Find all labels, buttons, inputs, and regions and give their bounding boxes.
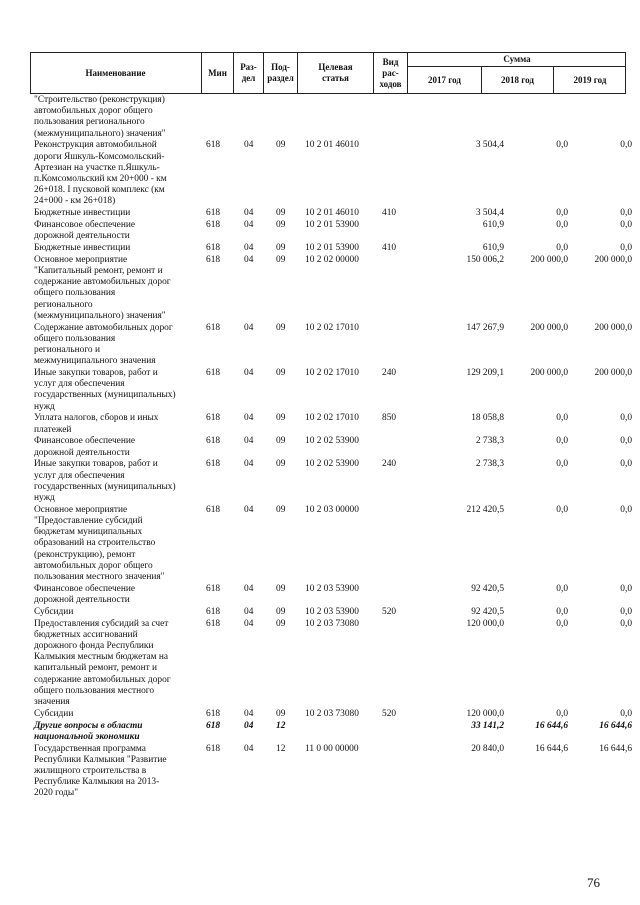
row-name: Предоставления субсидий за счет бюджетных ассигнований дорожного фонда Республики Калмыкия местным бюджетам на капитальный ремонт, ремонт и содержание автомобильных дорог общего пользования местного значения — [34, 618, 171, 708]
row-razdel: 04 — [244, 743, 254, 754]
row-sum-2019: 200 000,0 — [594, 322, 632, 333]
row-name: Бюджетные инвестиции — [34, 208, 131, 219]
row-min: 618 — [206, 618, 221, 629]
row-celevaya: 10 2 02 17010 — [305, 413, 359, 424]
row-sum-2018: 0,0 — [556, 243, 568, 253]
row-razdel: 04 — [244, 243, 254, 253]
row-vid: 520 — [382, 606, 397, 617]
header-2017: 2017 год — [408, 66, 482, 94]
row-celevaya: 10 2 01 53900 — [305, 243, 359, 253]
row-min: 618 — [206, 504, 221, 515]
row-sum-2019: 0,0 — [620, 459, 632, 470]
row-sum-2018: 16 644,6 — [535, 743, 568, 754]
row-podrazdel: 09 — [276, 322, 286, 333]
row-sum-2018: 0,0 — [556, 140, 568, 151]
header-name: Наименование — [30, 52, 202, 94]
row-sum-2019: 0,0 — [620, 504, 632, 515]
row-sum-2017: 150 006,2 — [466, 254, 504, 265]
row-sum-2017: 3 504,4 — [475, 140, 504, 151]
row-name: Уплата налогов, сборов и иных платежей — [34, 413, 159, 435]
row-min: 618 — [206, 243, 221, 253]
row-sum-2017: 120 000,0 — [466, 708, 504, 719]
row-podrazdel: 09 — [276, 618, 286, 629]
row-sum-2018: 0,0 — [556, 208, 568, 219]
row-sum-2018: 200 000,0 — [530, 368, 568, 378]
header-min: Мин — [202, 52, 234, 94]
row-celevaya: 10 2 02 53900 — [305, 436, 359, 447]
row-min: 618 — [206, 322, 221, 333]
row-vid: 240 — [382, 459, 397, 470]
row-min: 618 — [206, 413, 221, 424]
row-podrazdel: 09 — [276, 220, 286, 230]
page-number: 76 — [587, 875, 600, 890]
row-podrazdel: 09 — [276, 583, 286, 594]
row-name: Основное мероприятие "Предоставление субсидий бюджетам муниципальных образований на строительство (реконструкцию), ремонт автомобильных дорог общего пользования местного значения" — [34, 504, 165, 583]
row-podrazdel: 09 — [276, 606, 286, 617]
row-razdel: 04 — [244, 583, 254, 594]
row-sum-2017: 92 420,5 — [471, 583, 504, 594]
row-min: 618 — [206, 368, 221, 378]
row-podrazdel: 09 — [276, 413, 286, 424]
row-razdel: 04 — [244, 720, 254, 731]
row-sum-2018: 16 644,6 — [535, 720, 568, 731]
row-podrazdel: 09 — [276, 368, 286, 378]
row-min: 618 — [206, 708, 221, 719]
row-min: 618 — [206, 606, 221, 617]
row-name: Иные закупки товаров, работ и услуг для обеспечения государственных (муниципальных) нужд — [34, 368, 176, 412]
row-sum-2019: 0,0 — [620, 583, 632, 594]
row-name: Другие вопросы в области национальной экономики — [34, 720, 143, 742]
row-celevaya: 10 2 03 73080 — [305, 618, 359, 629]
row-sum-2017: 120 000,0 — [466, 618, 504, 629]
row-celevaya: 10 2 02 00000 — [305, 254, 359, 265]
row-min: 618 — [206, 140, 221, 151]
row-sum-2018: 0,0 — [556, 220, 568, 230]
row-min: 618 — [206, 208, 221, 219]
row-vid: 240 — [382, 368, 397, 378]
row-vid: 850 — [382, 413, 397, 424]
row-podrazdel: 09 — [276, 459, 286, 470]
row-celevaya: 10 2 01 46010 — [305, 140, 359, 151]
row-razdel: 04 — [244, 504, 254, 515]
row-sum-2018: 0,0 — [556, 618, 568, 629]
row-sum-2017: 18 058,8 — [471, 413, 504, 424]
row-sum-2017: 147 267,9 — [466, 322, 504, 333]
row-celevaya: 10 2 03 00000 — [305, 504, 359, 515]
row-name: Субсидии — [34, 708, 74, 719]
row-celevaya: 10 2 01 53900 — [305, 220, 359, 230]
row-min: 618 — [206, 459, 221, 470]
row-sum-2018: 200 000,0 — [530, 254, 568, 265]
row-sum-2017: 212 420,5 — [466, 504, 504, 515]
row-sum-2017: 20 840,0 — [471, 743, 504, 754]
row-sum-2019: 200 000,0 — [594, 368, 632, 378]
row-min: 618 — [206, 436, 221, 447]
row-celevaya: 10 2 02 17010 — [305, 368, 359, 378]
header-2019: 2019 год — [573, 75, 607, 85]
header-podrazdel: Под- раздел — [264, 52, 298, 94]
row-min: 618 — [206, 743, 221, 754]
row-vid: 520 — [382, 708, 397, 719]
row-sum-2017: 2 738,3 — [475, 436, 504, 447]
row-razdel: 04 — [244, 413, 254, 424]
header-vid: Вид рас- ходов — [374, 52, 408, 94]
row-min: 618 — [206, 220, 221, 230]
row-sum-2018: 0,0 — [556, 459, 568, 470]
row-sum-2017: 610,9 — [482, 243, 504, 253]
header-razdel: Раз- дел — [234, 52, 264, 94]
row-sum-2019: 0,0 — [620, 208, 632, 219]
row-name: Финансовое обеспечение дорожной деятельности — [34, 583, 136, 605]
row-sum-2017: 33 141,2 — [471, 720, 504, 731]
header-2018: 2018 год — [482, 66, 554, 94]
row-celevaya: 10 2 03 53900 — [305, 606, 359, 617]
row-min: 618 — [206, 720, 221, 731]
row-sum-2018: 200 000,0 — [530, 322, 568, 333]
row-name: Основное мероприятие "Капитальный ремонт, ремонт и содержание автомобильных дорог общего пользования регионального (межмуниципального) значения" — [34, 254, 171, 321]
row-razdel: 04 — [244, 618, 254, 629]
row-razdel: 04 — [244, 220, 254, 230]
header-summa: Сумма — [503, 54, 531, 64]
row-sum-2017: 610,9 — [482, 220, 504, 230]
row-sum-2019: 0,0 — [620, 606, 632, 617]
row-podrazdel: 09 — [276, 436, 286, 447]
row-sum-2018: 0,0 — [556, 606, 568, 617]
row-celevaya: 10 2 02 17010 — [305, 322, 359, 333]
row-sum-2019: 0,0 — [620, 243, 632, 253]
row-sum-2019: 0,0 — [620, 618, 632, 629]
row-sum-2018: 0,0 — [556, 583, 568, 594]
row-name: "Строительство (реконструкция) автомобильных дорог общего пользования регионального (межмуниципального) значения" — [34, 95, 166, 139]
row-sum-2017: 3 504,4 — [475, 208, 504, 219]
row-name: Бюджетные инвестиции — [34, 243, 131, 253]
row-razdel: 04 — [244, 368, 254, 378]
row-name: Субсидии — [34, 606, 74, 617]
row-podrazdel: 09 — [276, 708, 286, 719]
row-razdel: 04 — [244, 708, 254, 719]
row-name: Финансовое обеспечение дорожной деятельности — [34, 436, 136, 458]
row-sum-2019: 0,0 — [620, 140, 632, 151]
header-celevaya: Целевая статья — [298, 52, 374, 94]
row-razdel: 04 — [244, 322, 254, 333]
row-podrazdel: 12 — [276, 743, 286, 754]
row-min: 618 — [206, 583, 221, 594]
row-name: Иные закупки товаров, работ и услуг для обеспечения государственных (муниципальных) нужд — [34, 459, 176, 503]
row-celevaya: 10 2 02 53900 — [305, 459, 359, 470]
row-razdel: 04 — [244, 208, 254, 219]
row-celevaya: 10 2 03 73080 — [305, 708, 359, 719]
row-celevaya: 10 2 03 53900 — [305, 583, 359, 594]
row-podrazdel: 09 — [276, 243, 286, 253]
row-razdel: 04 — [244, 606, 254, 617]
row-sum-2019: 0,0 — [620, 413, 632, 424]
row-name: Содержание автомобильных дорог общего пользования регионального и межмуниципального значения — [34, 322, 173, 367]
row-name: Финансовое обеспечение дорожной деятельности — [34, 220, 136, 242]
row-celevaya: 11 0 00 00000 — [305, 743, 359, 754]
row-podrazdel: 09 — [276, 140, 286, 151]
row-razdel: 04 — [244, 436, 254, 447]
row-podrazdel: 09 — [276, 254, 286, 265]
row-razdel: 04 — [244, 140, 254, 151]
row-sum-2019: 16 644,6 — [599, 720, 632, 731]
row-celevaya: 10 2 01 46010 — [305, 208, 359, 219]
row-sum-2018: 0,0 — [556, 708, 568, 719]
row-sum-2017: 129 209,1 — [466, 368, 504, 378]
row-sum-2018: 0,0 — [556, 504, 568, 515]
row-vid: 410 — [382, 243, 397, 253]
row-podrazdel: 09 — [276, 504, 286, 515]
row-razdel: 04 — [244, 459, 254, 470]
row-sum-2018: 0,0 — [556, 413, 568, 424]
row-sum-2019: 0,0 — [620, 708, 632, 719]
row-sum-2019: 16 644,6 — [599, 743, 632, 754]
row-sum-2019: 200 000,0 — [594, 254, 632, 265]
row-sum-2017: 2 738,3 — [475, 459, 504, 470]
table-header — [30, 52, 626, 94]
row-sum-2019: 0,0 — [620, 436, 632, 447]
row-razdel: 04 — [244, 254, 254, 265]
row-name: Реконструкция автомобильной дороги Яшкуль-Комсомольский- Артезиан на участке п.Яшкуль- п.Комсомольский км 20+000 - км 26+018. I пусковой комплекс (км 24+000 - км 26+018) — [34, 140, 167, 207]
row-min: 618 — [206, 254, 221, 265]
row-sum-2019: 0,0 — [620, 220, 632, 230]
row-name: Государственная программа Республики Калмыкия "Развитие жилищного строительства в Республике Калмыкия на 2013- 2020 годы" — [34, 743, 167, 799]
row-podrazdel: 09 — [276, 208, 286, 219]
row-podrazdel: 12 — [276, 720, 286, 731]
row-vid: 410 — [382, 208, 397, 219]
row-sum-2017: 92 420,5 — [471, 606, 504, 617]
row-sum-2018: 0,0 — [556, 436, 568, 447]
